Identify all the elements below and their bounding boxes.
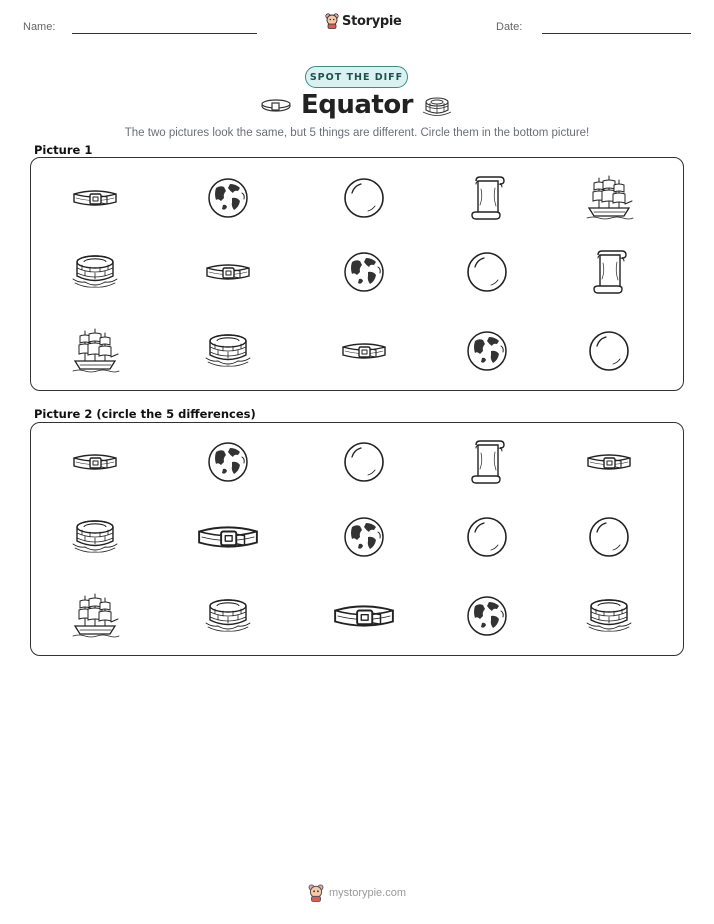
belt-icon [55,168,135,228]
ship-icon [55,321,135,381]
well-icon [55,242,135,302]
storypie-logo [325,13,402,29]
well-icon [188,321,268,381]
date-line[interactable] [542,33,691,34]
footer-url: mystorypie.com [328,887,407,899]
bubble-icon[interactable] [324,432,404,492]
bear-mascot-icon [325,13,339,29]
name-label: Name: [23,21,56,33]
bubble-icon [447,242,527,302]
belt-large-icon[interactable] [324,586,404,646]
scroll-icon [569,242,649,302]
globe-icon [188,168,268,228]
globe-icon[interactable] [188,432,268,492]
name-line[interactable] [72,33,257,34]
belt-decor-icon [261,98,291,114]
spot-the-diff-badge: SPOT THE DIFF [305,66,408,88]
footer [0,884,714,902]
page-title: Equator [300,90,414,120]
bubble-icon [569,321,649,381]
well-icon[interactable] [188,586,268,646]
picture2-panel[interactable] [30,422,684,656]
scroll-icon [447,168,527,228]
bear-mascot-icon [308,884,324,902]
belt-icon [324,321,404,381]
ship-icon [569,168,649,228]
globe-icon [324,242,404,302]
bubble-icon[interactable] [447,507,527,567]
date-label: Date: [496,21,523,33]
bubble-icon [324,168,404,228]
belt-large-icon[interactable] [188,507,268,567]
globe-icon [447,321,527,381]
belt-icon[interactable] [569,432,649,492]
picture1-label: Picture 1 [34,143,93,157]
well-icon[interactable] [569,586,649,646]
well-icon[interactable] [55,507,135,567]
logo-text: Storypie [342,13,402,29]
globe-icon[interactable] [447,586,527,646]
bubble-icon[interactable] [569,507,649,567]
scroll-icon[interactable] [447,432,527,492]
picture2-label: Picture 2 (circle the 5 differences) [34,407,256,421]
well-decor-icon [422,96,452,118]
picture1-panel [30,157,684,391]
belt-icon[interactable] [55,432,135,492]
ship-icon[interactable] [55,586,135,646]
instruction-text: The two pictures look the same, but 5 things are different. Circle them in the bottom picture! [124,127,590,139]
belt-icon [188,242,268,302]
globe-icon[interactable] [324,507,404,567]
